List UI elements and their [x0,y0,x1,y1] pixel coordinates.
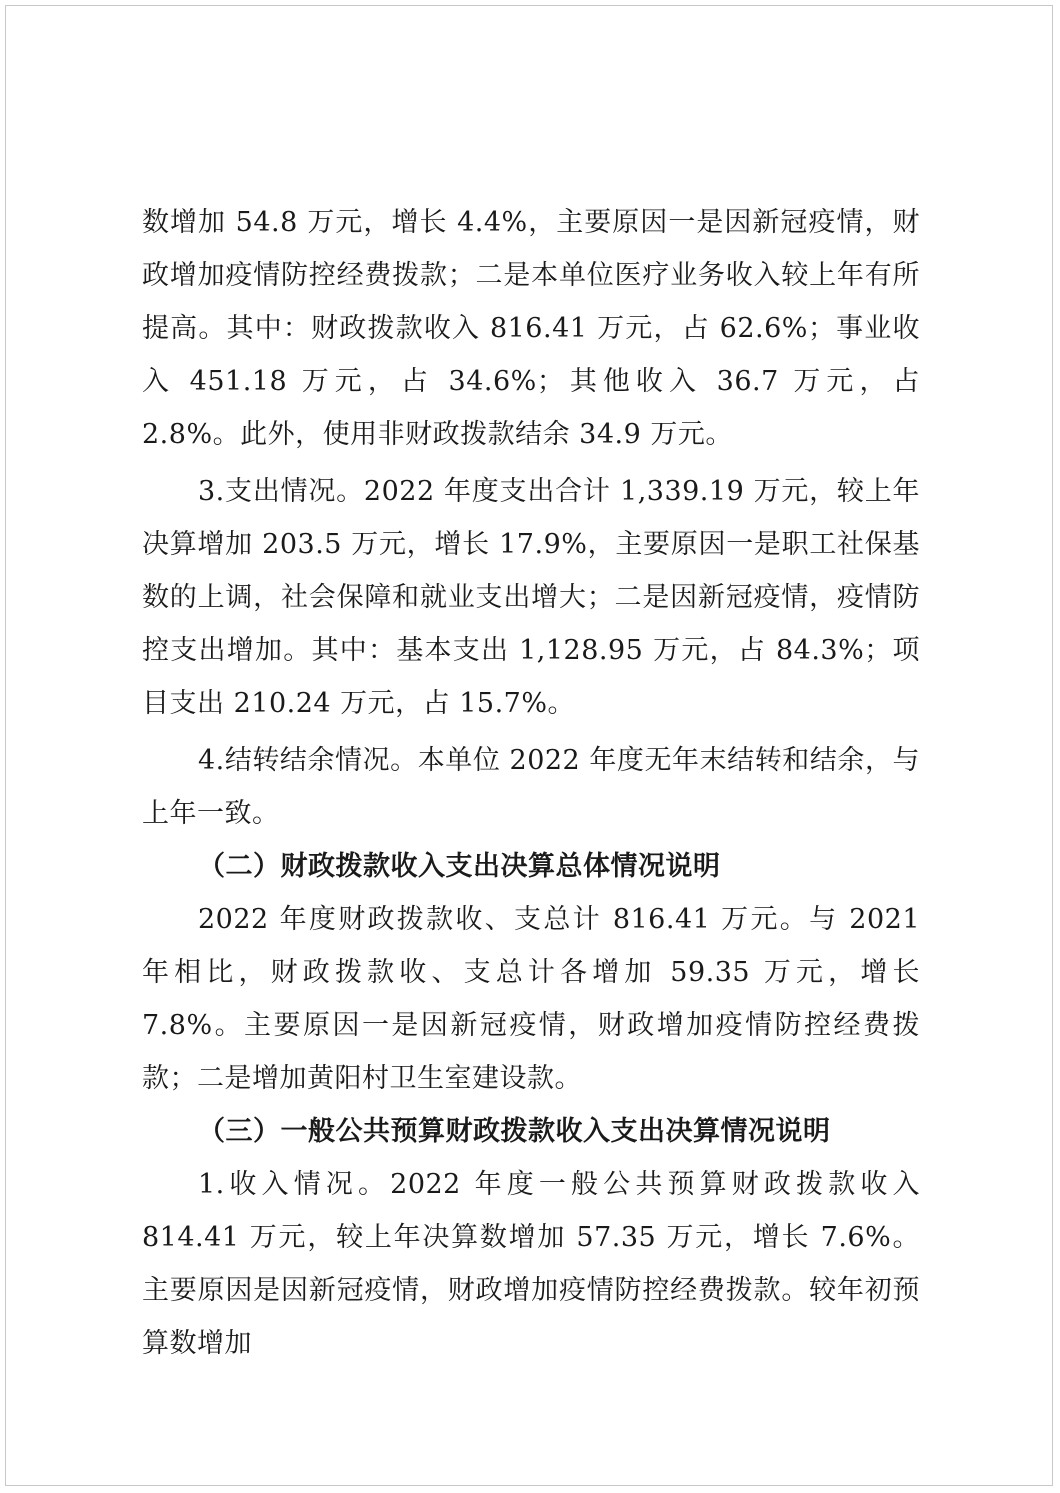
paragraph-income-continuation: 数增加 54.8 万元，增长 4.4%，主要原因一是因新冠疫情，财政增加疫情防控经费拨款；二是本单位医疗业务收入较上年有所提高。其中：财政拨款收入 816.41 万元，占 62.6%；事业收入 451.18 万元，占 34.6%；其他收入 36.7 万元，占 2.8%。此外，使用非财政拨款结余 34.9 万元。 [142,207,920,450]
paragraph-section-3: 1.收入情况。2022 年度一般公共预算财政拨款收入 814.41 万元，较上年决算数增加 57.35 万元，增长 7.6%。主要原因是因新冠疫情，财政增加疫情防控经费拨款。较年初预算数增加 [142,1169,920,1359]
paragraph-expenditure: 3.支出情况。2022 年度支出合计 1,339.19 万元，较上年决算增加 203.5 万元，增长 17.9%，主要原因一是职工社保基数的上调，社会保障和就业支出增大；二是因新冠疫情，疫情防控支出增加。其中：基本支出 1,128.95 万元，占 84.3%；项目支出 210.24 万元，占 15.7%。 [142,476,920,719]
section-heading-2: （二）财政拨款收入支出决算总体情况说明 [198,851,721,882]
paragraph-section-2: 2022 年度财政拨款收、支总计 816.41 万元。与 2021 年相比，财政拨款收、支总计各增加 59.35 万元，增长 7.8%。主要原因一是因新冠疫情，财政增加疫情防控经费拨款；二是增加黄阳村卫生室建设款。 [142,904,920,1094]
paragraph-carryover: 4.结转结余情况。本单位 2022 年度无年末结转和结余，与上年一致。 [142,745,920,829]
document-body [142,196,920,1370]
section-heading-3: （三）一般公共预算财政拨款收入支出决算情况说明 [198,1116,831,1147]
